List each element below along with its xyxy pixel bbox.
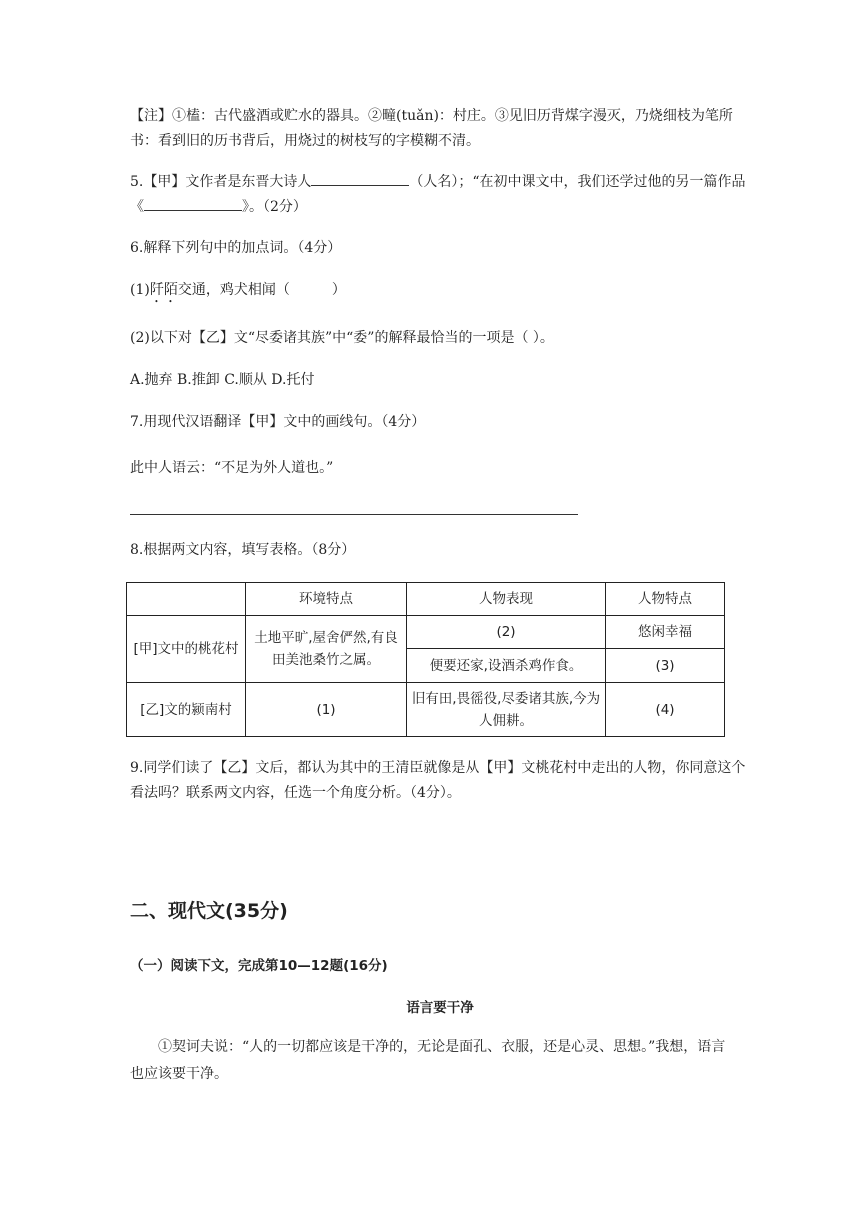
question-6-item-1 bbox=[130, 278, 750, 306]
table-header-cell: 环境特点 bbox=[246, 583, 407, 616]
question-6-options: A.抛弃 B.推卸 C.顺从 D.托付 bbox=[130, 372, 315, 388]
dotted-word: 阡陌 bbox=[149, 282, 178, 298]
table-row bbox=[127, 683, 725, 737]
answer-blank[interactable] bbox=[144, 196, 242, 211]
table-header-row bbox=[127, 583, 725, 616]
q5-text-3: 》。（2分） bbox=[242, 199, 307, 215]
question-6-title: 6.解释下列句中的加点词。（4分） bbox=[130, 240, 342, 256]
behavior-taohua: 便要还家,设酒杀鸡作食。 bbox=[407, 649, 606, 683]
blank-4[interactable]: (4) bbox=[606, 683, 725, 737]
table-row bbox=[127, 616, 725, 649]
env-taohua: 土地平旷,屋舍俨然,有良田美池桑竹之属。 bbox=[246, 616, 407, 683]
question-8-title: 8.根据两文内容，填写表格。（8分） bbox=[130, 542, 356, 558]
section-subheading: （一）阅读下文，完成第10—12题(16分) bbox=[130, 958, 388, 974]
trait-taohua: 悠闲幸福 bbox=[606, 616, 725, 649]
answer-blank[interactable] bbox=[311, 171, 409, 186]
question-9: 9.同学们读了【乙】文后，都认为其中的王清臣就像是从【甲】文桃花村中走出的人物，你同意这个看法吗？联系两文内容，任选一个角度分析。（4分）。 bbox=[130, 760, 746, 801]
annotation-note: 【注】①榼：古代盛酒或贮水的器具。②疃(tuǎn)：村庄。③见旧历背煤字漫灭，乃烧细枝为笔所书：看到旧的历书背后，用烧过的树枝写的字模糊不清。 bbox=[130, 108, 733, 149]
article-paragraph-1: ①契诃夫说：“人的一切都应该是干净的，无论是面孔、衣服，还是心灵、思想。”我想，语言也应该要干净。 bbox=[130, 1039, 726, 1082]
row-label-taohua: [甲]文中的桃花村 bbox=[127, 616, 246, 683]
answer-line[interactable] bbox=[130, 514, 578, 515]
row-label-yingnan: [乙]文的颍南村 bbox=[127, 683, 246, 737]
q6-item-1-prefix: (1) bbox=[130, 282, 150, 298]
q5-text-2: （人名）；“在初中课文中，我们还学过他的另一篇作品《 bbox=[130, 174, 746, 215]
table-header-cell bbox=[127, 583, 246, 616]
table-header-cell: 人物表现 bbox=[407, 583, 606, 616]
question-7-title: 7.用现代汉语翻译【甲】文中的画线句。（4分） bbox=[130, 414, 426, 430]
q5-text-1: 5.【甲】文作者是东晋大诗人 bbox=[130, 174, 312, 190]
section-heading: 二、现代文(35分) bbox=[130, 900, 288, 922]
article-title: 语言要干净 bbox=[406, 1000, 474, 1016]
answer-table bbox=[126, 582, 725, 737]
blank-1[interactable]: (1) bbox=[246, 683, 407, 737]
blank-2[interactable]: (2) bbox=[407, 616, 606, 649]
question-5 bbox=[130, 170, 750, 220]
table-header-cell: 人物特点 bbox=[606, 583, 725, 616]
question-6-item-2: (2)以下对【乙】文“尽委诸其族”中“委”的解释最恰当的一项是（ ）。 bbox=[130, 330, 554, 346]
behavior-yingnan: 旧有田,畏徭役,尽委诸其族,今为人佣耕。 bbox=[407, 683, 606, 737]
question-7-sentence: 此中人语云：“不足为外人道也。” bbox=[130, 460, 334, 476]
q6-item-1-rest: 交通，鸡犬相闻（ ） bbox=[177, 282, 346, 298]
blank-3[interactable]: (3) bbox=[606, 649, 725, 683]
